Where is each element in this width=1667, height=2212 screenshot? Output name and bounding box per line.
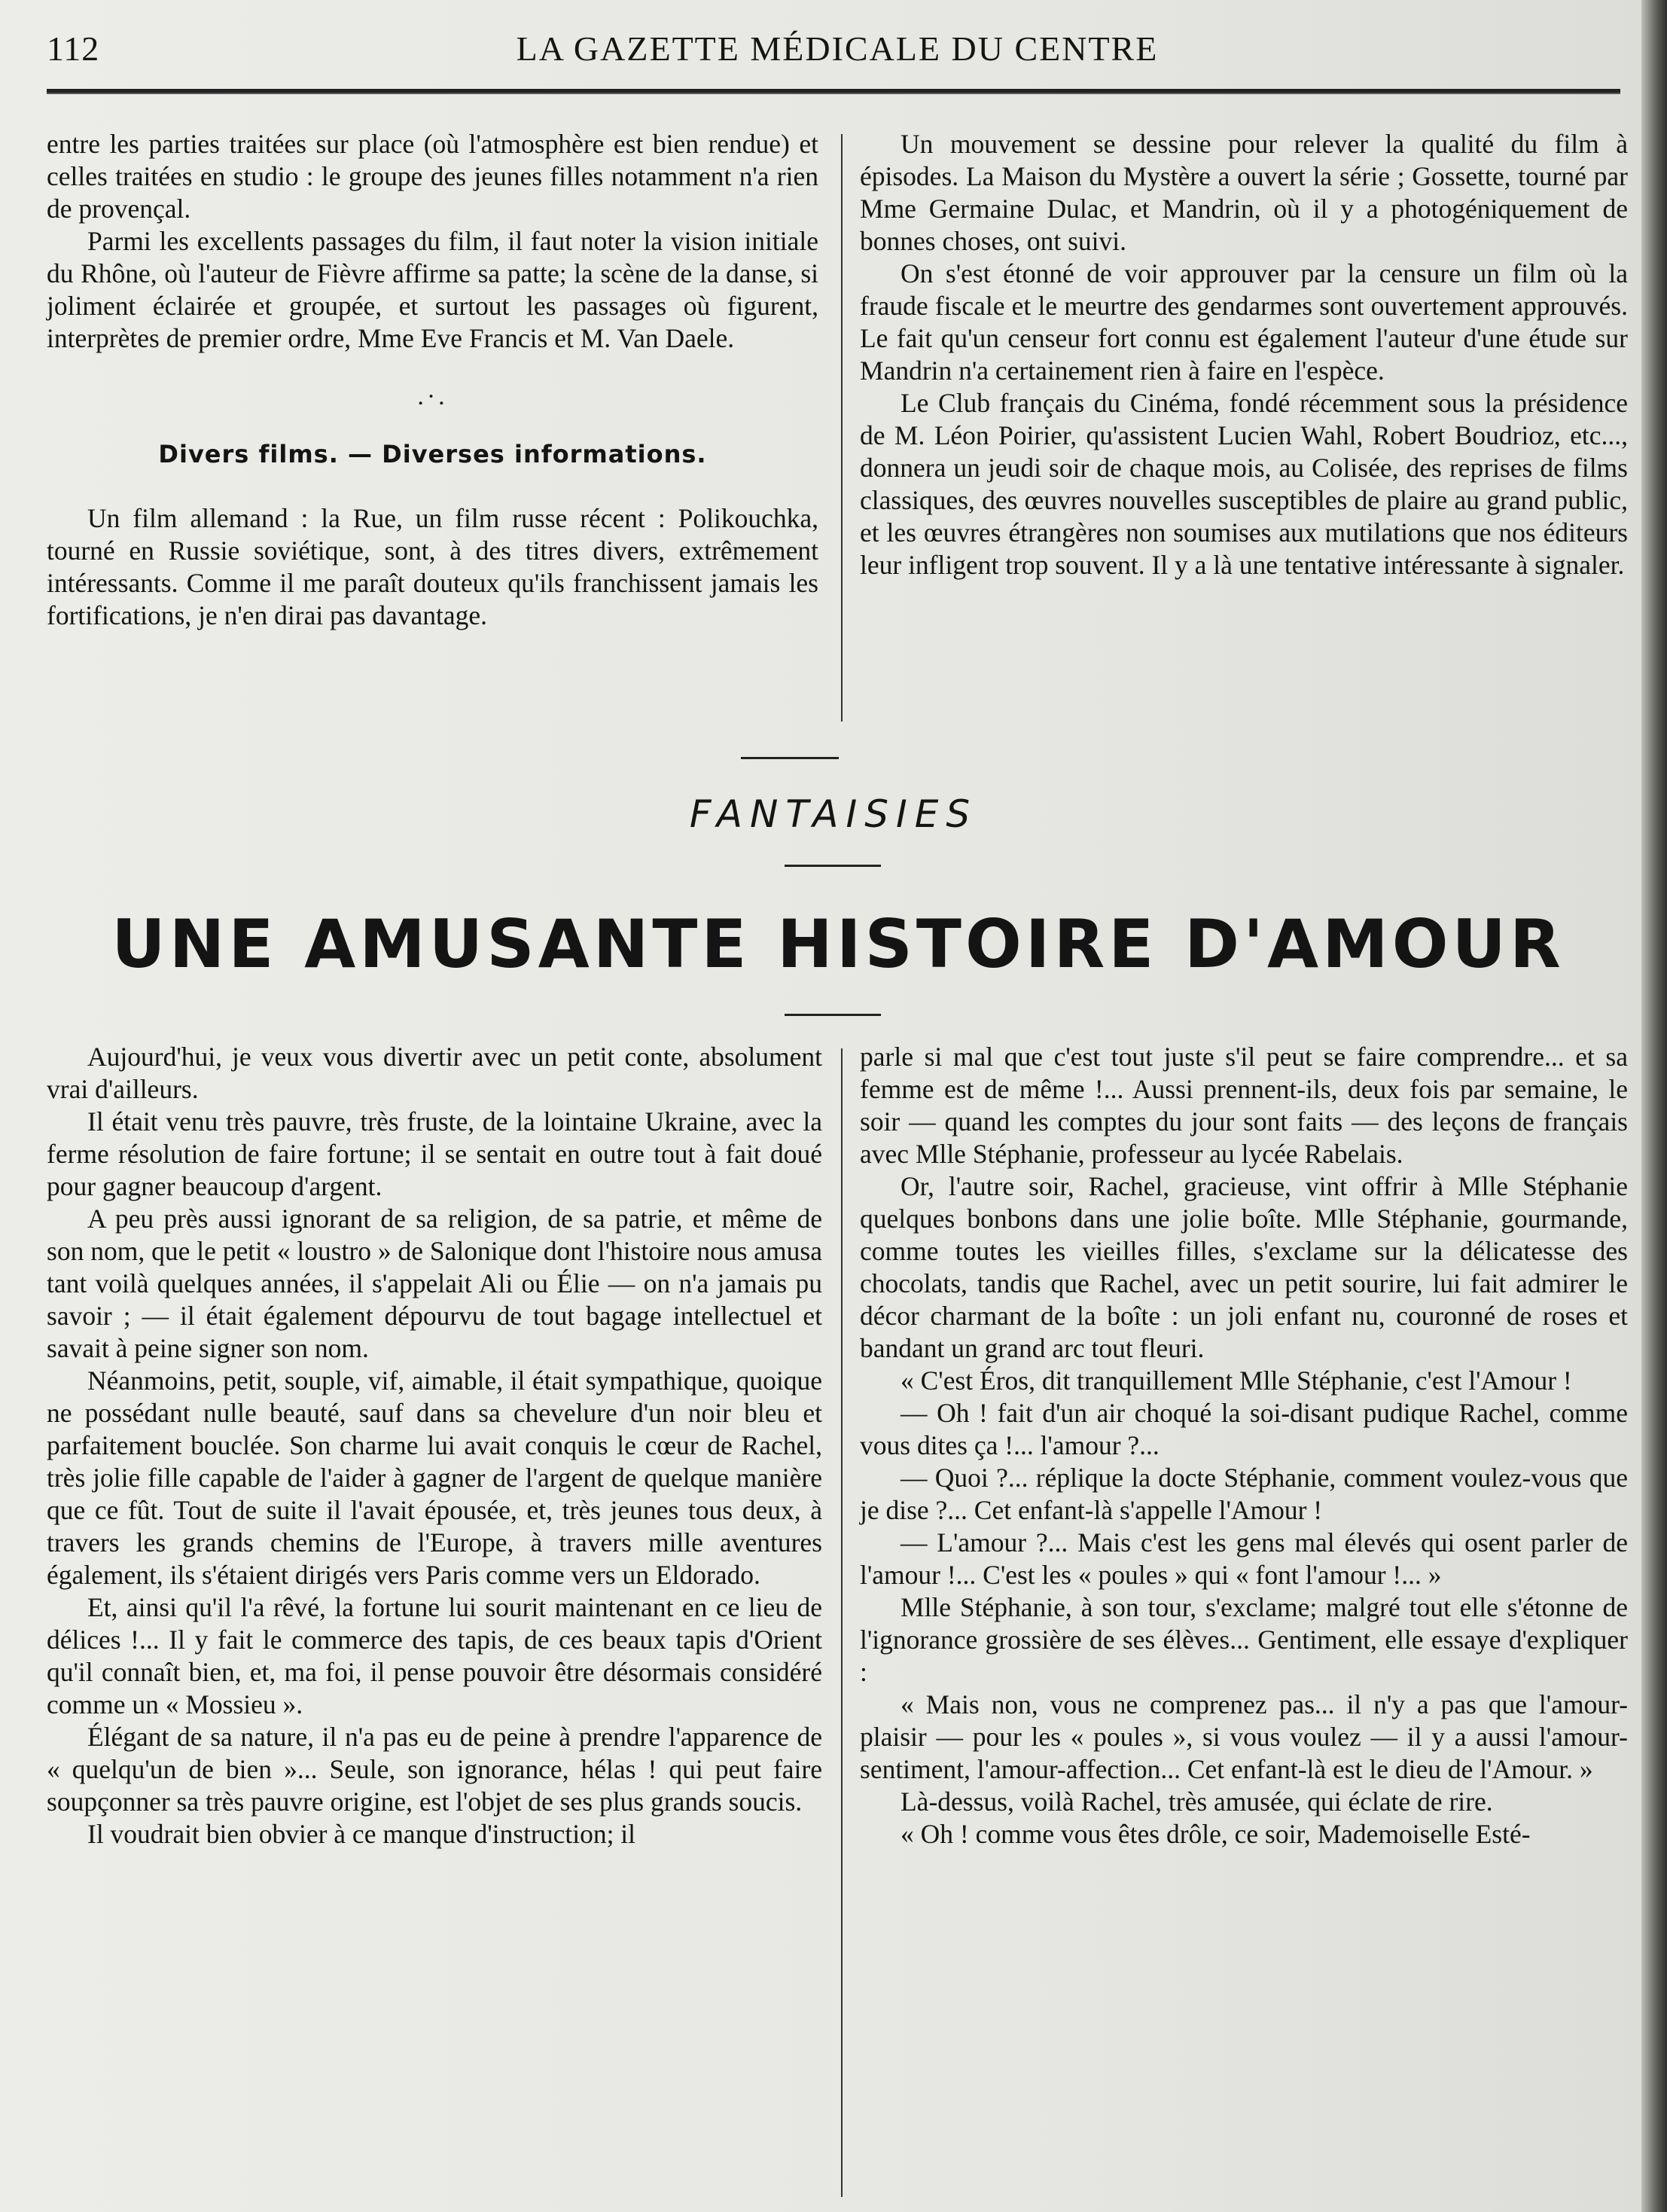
headline-rule bbox=[785, 1014, 881, 1016]
paragraph: A peu près aussi ignorant de sa religion, de sa patrie, et même de son nom, que le petit « loustro » de Salonique dont l'histoire nous amusa tant voilà quelques années, il s'appelait Ali ou Élie — on n'a jamais pu savoir ; — il était également dépourvu de tout bagage intellectuel et savait à peine signer son nom. bbox=[47, 1204, 822, 1363]
paragraph: Néanmoins, petit, souple, vif, aimable, il était sympathique, quoique ne possédant nulle beauté, sauf dans sa chevelure d'un noir bleu et parfaitement bouclée. Son charme lui avait conquis le cœur de Rachel, très jolie fille capable de l'aider à gagner de l'argent de quelque manière que ce fût. Tout de suite il l'avait épousée, et, très jeunes tous deux, à travers les grands chemins de l'Europe, à travers mille aventures également, ils s'étaient dirigés vers Paris comme vers un Eldorado. bbox=[47, 1365, 822, 1590]
section-rule bbox=[741, 757, 839, 759]
paragraph: Un film allemand : la Rue, un film russe récent : Polikouchka, tourné en Russie soviétique, sont, à des titres divers, extrêmement intéressants. Comme il me paraît douteux qu'ils franchissent jamais les fortifications, je n'en dirai pas davantage. bbox=[47, 503, 818, 630]
page-number: 112 bbox=[47, 29, 100, 68]
paragraph: parle si mal que c'est tout juste s'il peut se faire comprendre... et sa femme est de même !... Aussi prennent-ils, deux fois par semaine, le soir — quand les comptes du jour sont faits — des leçons de français avec Mlle Stéphanie, professeur au lycée Rabelais. bbox=[860, 1042, 1628, 1169]
kicker-rule bbox=[785, 865, 881, 867]
paragraph: — Oh ! fait d'un air choqué la soi-disant pudique Rachel, comme vous dites ça !... l'amour ?... bbox=[860, 1398, 1628, 1460]
paragraph: Il voudrait bien obvier à ce manque d'instruction; il bbox=[87, 1819, 636, 1849]
paragraph: Il était venu très pauvre, très fruste, de la lointaine Ukraine, avec la ferme résolution de faire fortune; il se sentait en outre tout à fait doué pour gagner beaucoup d'argent. bbox=[47, 1106, 822, 1201]
paragraph: Un mouvement se dessine pour relever la qualité du film à épisodes. La Maison du Mystère a ouvert la série ; Gossette, tourné par Mme Germaine Dulac, et Mandrin, où il y a photogéniquement de bonnes choses, ont suivi. bbox=[860, 129, 1628, 256]
paragraph: Mlle Stéphanie, à son tour, s'exclame; malgré tout elle s'étonne de l'ignorance grossière de ses élèves... Gentiment, elle essaye d'expliquer : bbox=[860, 1592, 1628, 1687]
article-right-column bbox=[860, 1041, 1628, 1850]
paragraph: « Oh ! comme vous êtes drôle, ce soir, Mademoiselle Esté- bbox=[901, 1819, 1531, 1849]
paragraph: entre les parties traitées sur place (où l'atmosphère est bien rendue) et celles traitées en studio : le groupe des jeunes filles notamment n'a rien de provençal. bbox=[47, 129, 818, 224]
article-headline: UNE AMUSANTE HISTOIRE D'AMOUR bbox=[111, 905, 1565, 983]
paragraph: « Mais non, vous ne comprenez pas... il n'y a pas que l'amour-plaisir — pour les « poules », si vous voulez — il y a aussi l'amour-sentiment, l'amour-affection... Cet enfant-là est le dieu de l'Amour. » bbox=[860, 1689, 1628, 1784]
paragraph: Le Club français du Cinéma, fondé récemment sous la présidence de M. Léon Poirier, qu'assistent Lucien Wahl, Robert Boudrioz, etc..., donnera un jeudi soir de chaque mois, au Colisée, des reprises de films classiques, des œuvres nouvelles susceptibles de plaire au grand public, et les œuvres étrangères non soumises aux mutilations que nos éditeurs leur infligent trop souvent. Il y a là une tentative intéressante à signaler. bbox=[860, 388, 1628, 580]
header-rule bbox=[47, 89, 1620, 94]
separator-dots: .·. bbox=[417, 383, 448, 410]
paragraph: Aujourd'hui, je veux vous divertir avec un petit conte, absolument vrai d'ailleurs. bbox=[47, 1042, 822, 1104]
paragraph: « C'est Éros, dit tranquillement Mlle Stéphanie, c'est l'Amour ! bbox=[901, 1365, 1572, 1396]
section-title: Divers films. — Diverses informations. bbox=[158, 440, 707, 468]
paragraph: Élégant de sa nature, il n'a pas eu de peine à prendre l'apparence de « quelqu'un de bien »... Seule, son ignorance, hélas ! qui peut faire soupçonner sa très pauvre origine, est l'objet de ses plus grands soucis. bbox=[47, 1722, 822, 1817]
paragraph: Or, l'autre soir, Rachel, gracieuse, vint offrir à Mlle Stéphanie quelques bonbons dans une jolie boîte. Mlle Stéphanie, gourmande, comme toutes les vieilles filles, s'exclame sur la délicatesse des chocolats, tandis que Rachel, avec un petit sourire, lui fait admirer le décor charmant de la boîte : un joli enfant nu, couronné de roses et bandant un grand arc tout fleuri. bbox=[860, 1171, 1628, 1363]
article-left-column bbox=[47, 1041, 822, 1850]
page-header bbox=[47, 29, 1628, 81]
column-divider bbox=[841, 1048, 843, 2197]
top-left-column bbox=[47, 128, 818, 632]
paragraph: Et, ainsi qu'il l'a rêvé, la fortune lui sourit maintenant en ce lieu de délices !... Il y fait le commerce des tapis, de ces beaux tapis d'Orient qu'il connaît bien, et, ma foi, il pense pouvoir être désormais considéré comme un « Mossieu ». bbox=[47, 1592, 822, 1719]
paragraph: Parmi les excellents passages du film, il faut noter la vision initiale du Rhône, où l'auteur de Fièvre affirme sa patte; la scène de la danse, si joliment éclairée et groupée, et surtout les passages où figurent, interprètes de premier ordre, Mme Eve Francis et M. Van Daele. bbox=[47, 226, 818, 353]
paragraph: — L'amour ?... Mais c'est les gens mal élevés qui osent parler de l'amour !... C'est les « poules » qui « font l'amour !... » bbox=[860, 1527, 1628, 1590]
paragraph: — Quoi ?... réplique la docte Stéphanie, comment voulez-vous que je dise ?... Cet enfant-là s'appelle l'Amour ! bbox=[860, 1463, 1628, 1525]
section-kicker: FANTAISIES bbox=[689, 792, 978, 836]
page-spine-shadow bbox=[1641, 0, 1667, 2212]
top-right-column bbox=[860, 128, 1628, 581]
paragraph: Là-dessus, voilà Rachel, très amusée, qui éclate de rire. bbox=[901, 1786, 1493, 1817]
column-divider bbox=[841, 134, 843, 722]
journal-title: LA GAZETTE MÉDICALE DU CENTRE bbox=[516, 29, 1159, 68]
paragraph: On s'est étonné de voir approuver par la censure un film où la fraude fiscale et le meurtre des gendarmes sont ouvertement approuvés. Le fait qu'un censeur fort connu est également l'auteur d'une étude sur Mandrin n'a certainement rien à faire en l'espèce. bbox=[860, 258, 1628, 386]
